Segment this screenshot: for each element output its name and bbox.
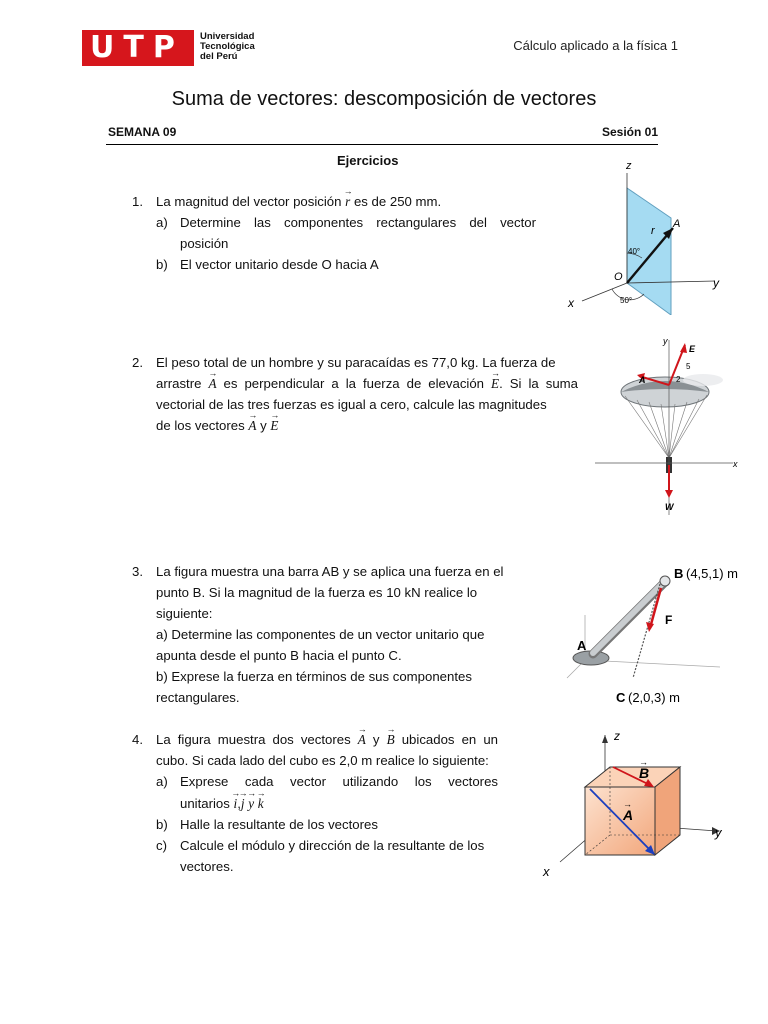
vector-r: → r bbox=[345, 191, 350, 212]
problem-1-item-a-label: a) bbox=[156, 215, 168, 230]
university-line-1: Universidad bbox=[200, 31, 255, 42]
figure-2-W-label: W bbox=[665, 502, 674, 512]
figure-1-vec-label: r bbox=[651, 225, 655, 237]
problem-4-line-1a: La figura muestra dos vectores bbox=[156, 732, 351, 747]
problem-4-line-1b: y bbox=[372, 732, 380, 747]
problem-3-line-2: punto B. Si la magnitud de la fuerza es 10 kN realice lo bbox=[156, 585, 478, 600]
university-line-3: del Perú bbox=[200, 51, 238, 62]
problem-4-item-c-label: c) bbox=[156, 838, 167, 853]
figure-4-cube bbox=[535, 725, 740, 885]
problem-4-line-2: cubo. Si cada lado del cubo es 2,0 m realice lo siguiente: bbox=[156, 753, 489, 768]
problem-4-unitarios: unitarios bbox=[180, 796, 230, 811]
problem-1-intro bbox=[156, 191, 536, 212]
problem-4-line-1c: ubicados en un bbox=[401, 732, 498, 747]
problem-1-item-b: El vector unitario desde O hacia A bbox=[180, 257, 379, 272]
figure-4-A-arrow: → bbox=[623, 799, 632, 809]
problem-4-item-c-cont: vectores. bbox=[180, 859, 234, 874]
problem-2-line-4a: de los vectores bbox=[156, 418, 245, 433]
figure-2-n2-label: 2 bbox=[676, 375, 681, 384]
figure-2-vector-W-head bbox=[665, 490, 673, 498]
figure-3-F-label: F bbox=[665, 613, 673, 627]
problem-3-number: 3. bbox=[132, 564, 143, 579]
session-label: Sesión 01 bbox=[601, 125, 658, 139]
problem-3-text bbox=[156, 561, 527, 708]
problem-1-item-b-label: b) bbox=[156, 257, 168, 272]
problem-2-line-3: vectorial de las tres fuerzas es igual a cero, calcule las magnitudes bbox=[156, 397, 547, 412]
figure-2-parachute bbox=[585, 330, 755, 520]
figure-2-E-label: E bbox=[689, 344, 696, 354]
problem-1-number: 1. bbox=[132, 194, 143, 209]
university-line-2: Tecnológica bbox=[200, 41, 255, 52]
university-name bbox=[200, 32, 255, 62]
section-title: Ejercicios bbox=[337, 153, 399, 168]
figure-4-A-label: A bbox=[623, 807, 634, 823]
problem-2-line-2a: arrastre bbox=[156, 376, 202, 391]
figure-4-y-label: y bbox=[715, 825, 722, 840]
header-rule bbox=[106, 144, 658, 145]
figure-2-x-label: x bbox=[733, 459, 738, 469]
problem-2-line-4 bbox=[156, 415, 578, 436]
problem-2-line-2c: . Si la suma bbox=[499, 376, 578, 391]
figure-3-C-label: C bbox=[616, 690, 626, 705]
problem-3-line-1: La figura muestra una barra AB y se aplica una fuerza en el bbox=[156, 564, 504, 579]
problem-1-intro-post: es de 250 mm. bbox=[353, 194, 442, 209]
figure-4-x-label: x bbox=[543, 864, 550, 879]
figure-4-B-label: B bbox=[639, 765, 650, 781]
figure-2-A-label: A bbox=[639, 375, 646, 385]
problem-4-number: 4. bbox=[132, 732, 143, 747]
problem-2-line-4b: y bbox=[260, 418, 267, 433]
figure-4-z-label: z bbox=[614, 729, 620, 743]
figure-4-z-head bbox=[602, 735, 608, 743]
page-title: Suma de vectores: descomposición de vectores bbox=[171, 88, 597, 110]
figure-1-y-label: y bbox=[713, 276, 719, 290]
figure-4-B-arrow: → bbox=[639, 757, 648, 767]
unit-vector-j: → j bbox=[241, 793, 245, 814]
unit-vector-i: → i bbox=[234, 793, 238, 814]
figure-3-C-coords: (2,0,3) m bbox=[628, 690, 681, 705]
unit-vector-k: → k bbox=[258, 793, 264, 814]
vector-A-4: → A bbox=[358, 729, 366, 750]
logo-text: UTP bbox=[90, 30, 184, 65]
vector-E: → E bbox=[491, 373, 499, 394]
figure-1-point-label: A bbox=[673, 218, 681, 230]
course-name: Cálculo aplicado a la física 1 bbox=[513, 38, 678, 53]
figure-1-z-label: z bbox=[626, 160, 632, 172]
problem-2-line-1: El peso total de un hombre y su paracaídas es 77,0 kg. La fuerza de bbox=[156, 355, 556, 370]
figure-3-A-label: A bbox=[577, 638, 587, 653]
problem-4-item-b: Halle la resultante de los vectores bbox=[180, 817, 378, 832]
problem-1-intro-pre: La magnitud del vector posición bbox=[156, 194, 342, 209]
figure-1-x-label: x bbox=[568, 296, 574, 310]
problem-3-line-5: apunta desde el punto B hacia el punto C. bbox=[156, 648, 402, 663]
problem-3-line-6: b) Exprese la fuerza en términos de sus componentes bbox=[156, 669, 472, 684]
problem-2-line-2b: es perpendicular a la fuerza de elevación bbox=[223, 376, 485, 391]
figure-2-n5-label: 5 bbox=[686, 362, 691, 371]
vector-E-2: → E bbox=[270, 415, 278, 436]
figure-3-B-label: B bbox=[674, 566, 684, 581]
vector-A-2: → A bbox=[248, 415, 256, 436]
figure-2-vector-E-head bbox=[680, 343, 687, 353]
vector-B-4: → B bbox=[387, 729, 395, 750]
figure-3-B-coords: (4,5,1) m bbox=[686, 566, 739, 581]
problem-1-item-a: Determine las componentes rectangulares del vector posición bbox=[180, 215, 536, 251]
utp-logo bbox=[82, 30, 194, 66]
problem-4-item-a-label: a) bbox=[156, 774, 168, 789]
figure-1-angle1-label: 40° bbox=[628, 247, 641, 256]
figure-3-point-B bbox=[660, 576, 670, 586]
problem-4-y-conj: → y bbox=[248, 793, 254, 814]
problem-4-item-c: Calcule el módulo y dirección de la resultante de los bbox=[180, 838, 485, 853]
figure-1-position-vector bbox=[560, 155, 730, 315]
problem-3-line-4: a) Determine las componentes de un vector unitario que bbox=[156, 627, 485, 642]
problem-4-item-a: Exprese cada vector utilizando los vectores bbox=[180, 774, 498, 789]
vector-A: → A bbox=[208, 373, 216, 394]
problem-4-text bbox=[156, 729, 498, 771]
problem-3-line-7: rectangulares. bbox=[156, 690, 240, 705]
problem-3-line-3: siguiente: bbox=[156, 606, 213, 621]
problem-4-line-1 bbox=[156, 729, 498, 750]
problem-4-item-b-label: b) bbox=[156, 817, 168, 832]
problem-2-text bbox=[156, 352, 578, 436]
figure-1-angle2-label: 50° bbox=[620, 296, 633, 305]
problem-2-number: 2. bbox=[132, 355, 143, 370]
week-label: SEMANA 09 bbox=[108, 125, 177, 139]
figure-1-origin-label: O bbox=[614, 271, 623, 283]
problem-2-line-2 bbox=[156, 373, 578, 394]
figure-2-cloud bbox=[683, 374, 723, 386]
figure-3-bar bbox=[555, 560, 760, 710]
figure-3-force-F-head bbox=[646, 622, 654, 632]
problem-4-item-a-cont: unitarios → i,→ j → y → k bbox=[180, 793, 498, 814]
figure-2-y-label: y bbox=[663, 336, 668, 346]
